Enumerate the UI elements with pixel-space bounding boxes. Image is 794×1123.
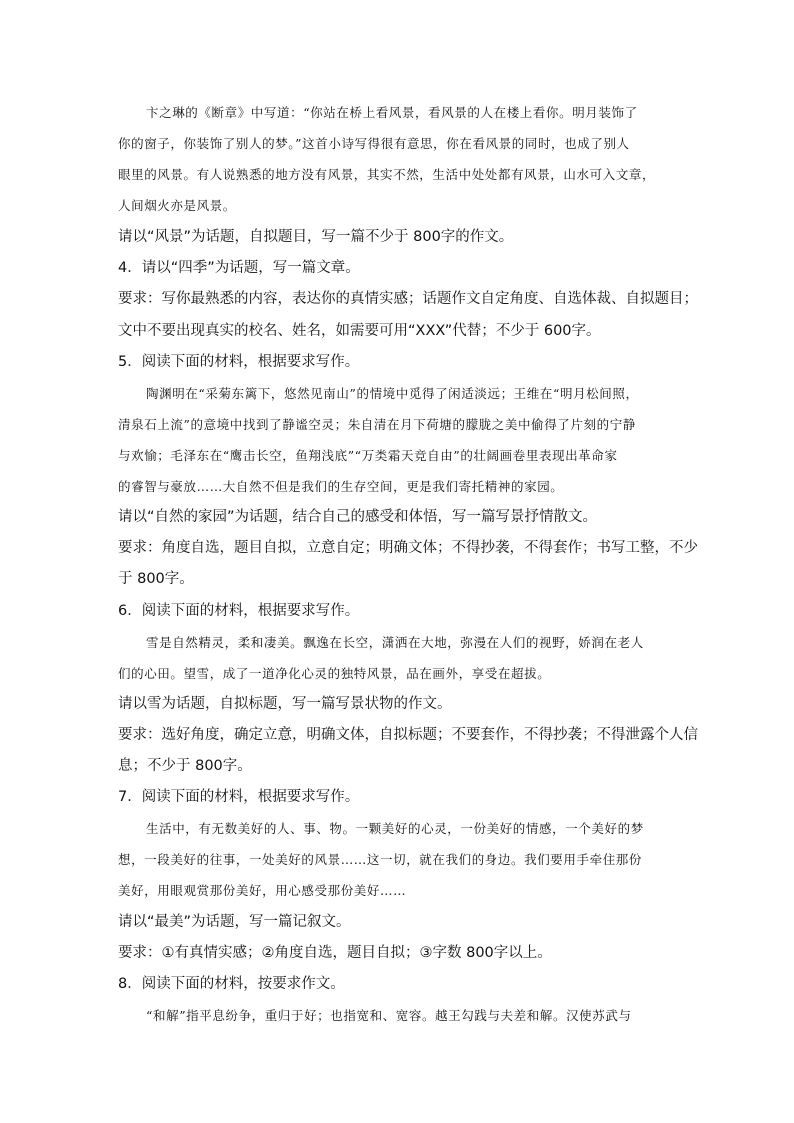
material-line: 清泉石上流”的意境中找到了静谧空灵；朱自清在月下荷塘的朦胧之美中偷得了片刻的宁静 <box>118 417 636 432</box>
material-line: “和解”指平息纷争，重归于好；也指宽和、宽容。越王勾践与夫差和解。汉使苏武与 <box>146 1008 632 1023</box>
material-line: 卞之琳的《断章》中写道：“你站在桥上看风景，看风景的人在楼上看你。明月装饰了 <box>146 105 638 120</box>
prompt-line: 请以“风景”为话题，自拟题目，写一篇不少于 800字的作文。 <box>118 229 514 245</box>
prompt-line: 请以“最美”为话题，写一篇记叙文。 <box>118 914 351 930</box>
question-heading: 8．阅读下面的材料，按要求作文。 <box>118 976 345 992</box>
requirement-line: 文中不要出现真实的校名、姓名，如需要可用“XXX”代替；不少于 600字。 <box>118 323 601 339</box>
material-line: 美好，用眼观赏那份美好，用心感受那份美好…… <box>118 883 407 898</box>
prompt-line: 请以“自然的家园”为话题，结合自己的感受和体悟，写一篇写景抒情散文。 <box>118 509 598 525</box>
material-line: 人间烟火亦是风景。 <box>118 198 236 213</box>
question-heading: 5．阅读下面的材料，根据要求写作。 <box>118 354 360 370</box>
material-line: 眼里的风景。有人说熟悉的地方没有风景，其实不然，生活中处处都有风景，山水可入文章， <box>118 167 656 182</box>
requirement-line: 息；不少于 800字。 <box>118 758 252 774</box>
material-line: 陶渊明在“采菊东篱下，悠然见南山”的情境中觅得了闲适淡远；王维在“明月松间照， <box>146 386 639 401</box>
requirement-line: 要求：写你最熟悉的内容，表达你的真情实感；话题作文自定角度、自选体裁、自拟题目； <box>118 291 698 307</box>
requirement-line: 要求：①有真情实感；②角度自选，题目自拟；③字数 800字以上。 <box>118 945 552 961</box>
material-line: 雪是自然精灵，柔和凄美。飘逸在长空，潇洒在大地，弥漫在人们的视野，娇润在老人 <box>146 635 644 650</box>
requirement-line: 要求：选好角度，确定立意，明确文体，自拟标题；不要套作，不得抄袭；不得泄露个人信 <box>118 727 698 743</box>
material-line: 与欢愉；毛泽东在“鹰击长空，鱼翔浅底”“万类霜天竞自由”的壮阔画卷里表现出革命家 <box>118 448 618 463</box>
material-line: 生活中，有无数美好的人、事、物。一颗美好的心灵，一份美好的情感，一个美好的梦 <box>146 821 644 836</box>
material-line: 们的心田。望雪，成了一道净化心灵的独特风景，品在画外，享受在超拔。 <box>118 666 551 681</box>
requirement-line: 要求：角度自选，题目自拟，立意自定；明确文体；不得抄袭，不得套作；书写工整，不少 <box>118 540 698 556</box>
requirement-line: 于 800字。 <box>118 571 194 587</box>
question-heading: 4．请以“四季”为话题，写一篇文章。 <box>118 260 360 276</box>
question-heading: 7．阅读下面的材料，根据要求写作。 <box>118 789 360 805</box>
question-heading: 6．阅读下面的材料，根据要求写作。 <box>118 603 360 619</box>
material-line: 的睿智与豪放……大自然不但是我们的生存空间，更是我们寄托精神的家园。 <box>118 479 564 494</box>
material-line: 想，一段美好的往事，一处美好的风景……这一切，就在我们的身边。我们要用手牵住那份 <box>118 852 643 867</box>
prompt-line: 请以雪为话题，自拟标题，写一篇写景状物的作文。 <box>118 696 452 712</box>
material-line: 你的窗子，你装饰了别人的梦。”这首小诗写得很有意思，你在看风景的同时，也成了别人 <box>118 136 630 151</box>
